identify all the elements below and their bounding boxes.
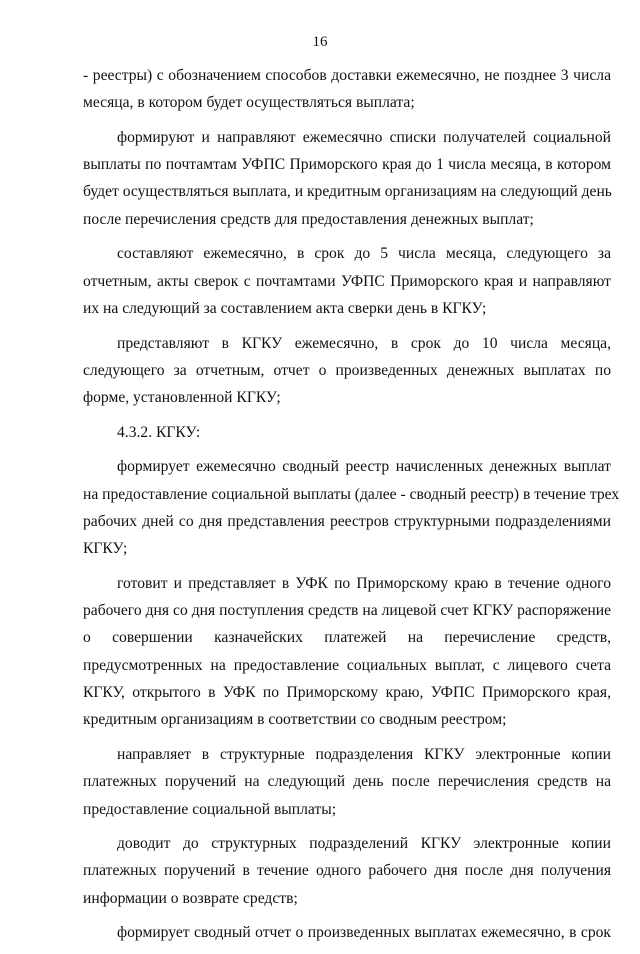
paragraph-line: кредитным организациям в соответствии со сводным реестром; xyxy=(83,711,507,729)
paragraph-line: отчетным, акты сверок с почтамтами УФПС Приморского края и направляют xyxy=(83,272,611,290)
paragraph-line: формируют и направляют ежемесячно списки получателей социальной xyxy=(117,128,611,146)
paragraph xyxy=(83,741,611,823)
paragraph-line: формирует ежемесячно сводный реестр начисленных денежных выплат xyxy=(117,458,611,476)
paragraph-line: месяца, в котором будет осуществляться выплата; xyxy=(83,94,415,112)
paragraph-line: предусмотренных на предоставление социальных выплат, с лицевого счета xyxy=(83,656,611,674)
paragraph-line: их на следующий за составлением акта сверки день в КГКУ; xyxy=(83,299,487,317)
paragraph-line: готовит и представляет в УФК по Приморскому краю в течение одного xyxy=(117,574,611,592)
paragraph-line: будет осуществляться выплата, и кредитным организациям на следующий день xyxy=(83,183,612,201)
paragraph xyxy=(83,570,611,734)
paragraph-line: информации о возврате средств; xyxy=(83,889,298,907)
paragraph-line: предоставление социальной выплаты; xyxy=(83,800,337,818)
paragraph xyxy=(83,419,611,446)
paragraph-line: направляет в структурные подразделения КГКУ электронные копии xyxy=(117,745,611,763)
paragraph xyxy=(83,62,611,117)
paragraph-line: на предоставление социальной выплаты (далее - сводный реестр) в течение трех xyxy=(83,485,620,503)
document-body xyxy=(83,62,620,954)
paragraph xyxy=(83,453,620,562)
paragraph-line: форме, установленной КГКУ; xyxy=(83,389,281,407)
paragraph xyxy=(83,830,611,912)
paragraph-line: формирует сводный отчет о произведенных выплатах ежемесячно, в срок xyxy=(117,924,611,942)
paragraph xyxy=(83,919,611,946)
paragraph-line: рабочих дней со дня представления реестров структурными подразделениями xyxy=(83,512,611,530)
paragraph xyxy=(83,330,611,412)
paragraph-line: после перечисления средств для предоставления денежных выплат; xyxy=(83,210,534,228)
paragraph xyxy=(83,240,611,322)
paragraph-line: рабочего дня со дня поступления средств на лицевой счет КГКУ распоряжение xyxy=(83,602,611,620)
paragraph-line: платежных поручений на следующий день после перечисления средств на xyxy=(83,773,611,791)
paragraph xyxy=(83,124,611,233)
paragraph-line: платежных поручений в течение одного рабочего дня после дня получения xyxy=(83,862,611,880)
paragraph-line: составляют ежемесячно, в срок до 5 числа месяца, следующего за xyxy=(117,245,611,263)
paragraph-line: - реестры) с обозначением способов доставки ежемесячно, не позднее 3 числа xyxy=(83,67,611,84)
paragraph-line: представляют в КГКУ ежемесячно, в срок до 10 числа месяца, xyxy=(117,334,611,352)
paragraph-line: о совершении казначейских платежей на перечисление средств, xyxy=(83,629,611,647)
paragraph-line: следующего за отчетным, отчет о произведенных денежных выплатах по xyxy=(83,361,611,379)
paragraph-line: доводит до структурных подразделений КГКУ электронные копии xyxy=(117,835,611,853)
paragraph-line: КГКУ; xyxy=(83,540,128,558)
paragraph-line: КГКУ, открытого в УФК по Приморскому краю, УФПС Приморского края, xyxy=(83,684,611,702)
paragraph-line: 4.3.2. КГКУ: xyxy=(117,423,201,441)
paragraph-line: выплаты по почтамтам УФПС Приморского края до 1 числа месяца, в котором xyxy=(83,156,611,174)
page-number: 16 xyxy=(312,34,328,50)
